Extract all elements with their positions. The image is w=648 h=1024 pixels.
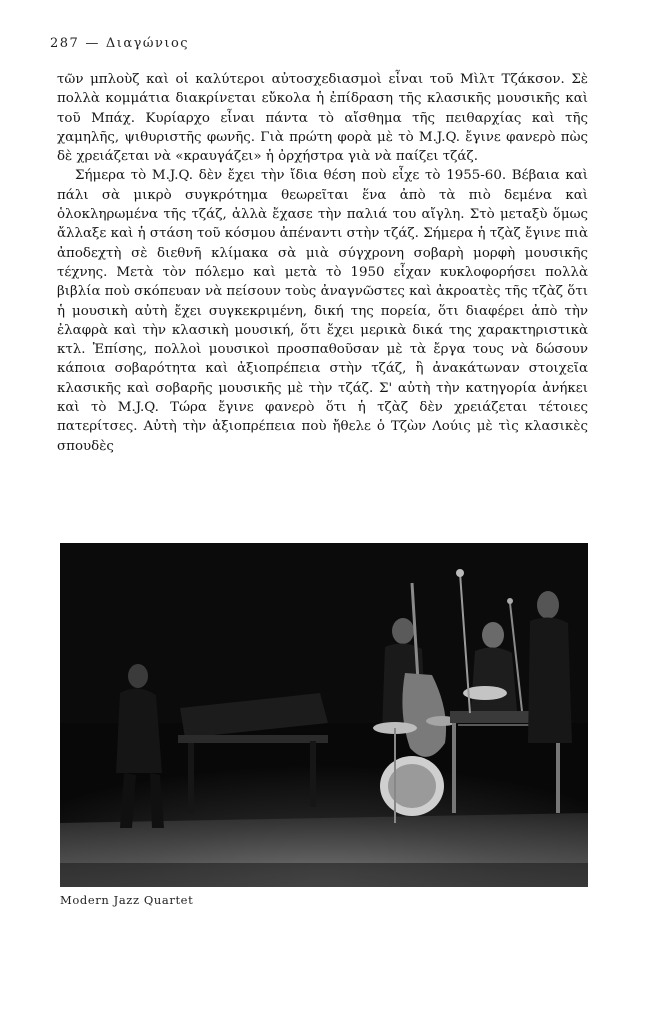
band-photo xyxy=(60,543,588,887)
photo-caption: Modern Jazz Quartet xyxy=(60,893,194,907)
running-head xyxy=(50,36,189,51)
body-text xyxy=(57,70,588,456)
paragraph-1: τῶν μπλοὺζ καὶ οἱ καλύτεροι αὐτοσχεδιασμοὶ εἶναι τοῦ Μὶλτ Τζάκσον. Σὲ πολλὰ κομμάτια διακρίνεται εὔκολα ἡ ἐπίδραση τῆς κλασικῆς μουσικῆς καὶ τοῦ Μπάχ. Κυρίαρχο εἶναι πάντα τὸ αἴσθημα τῆς πειθαρχίας καὶ τῆς χαμηλῆς, ψιθυριστῆς φωνῆς. Γιὰ πρώτη φορὰ μὲ τὸ M.J.Q. ἔγινε φανερὸ πὼς δὲ χρειάζεται νὰ «κραυγάζει» ἡ ὀρχήστρα γιὰ νὰ παίζει τζάζ. xyxy=(57,72,588,165)
page-number: 287 xyxy=(50,36,80,51)
running-title: Διαγώνιος xyxy=(105,36,190,51)
paragraph-2: Σήμερα τὸ M.J.Q. δὲν ἔχει τὴν ἴδια θέση ποὺ εἶχε τὸ 1955-60. Βέβαια καὶ πάλι σὰ μικρὸ συγκρότημα θεωρεῖται ἕνα ἀπὸ τὰ πιὸ δεμένα καὶ ὁλοκληρωμένα τῆς τζάζ, ἀλλὰ ἔχασε τὴν παλιά του αἴγλη. Στὸ μεταξὺ ὅμως ἄλλαξε καὶ ἡ στάση τοῦ κόσμου ἀπέναντι στὴν τζάζ. Σήμερα ἡ τζὰζ ἔγινε πιὰ ἀποδεχτὴ σὲ διεθνῆ κλίμακα σὰ μιὰ σύγχρονη σοβαρὴ μορφὴ μουσικῆς τέχνης. Μετὰ τὸν πόλεμο καὶ μετὰ τὸ 1950 εἶχαν κυκλοφορήσει πολλὰ βιβλία ποὺ σκόπευαν νὰ πείσουν τοὺς ἀναγνῶστες καὶ ἀκροατὲς τῆς τζὰζ ὅτι ἡ μουσικὴ αὐτὴ ἔχει συγκεκριμένη, δική της πορεία, ὅτι διαφέρει ἀπὸ τὴν ἐλαφρὰ καὶ τὴν κλασικὴ μουσική, ὅτι ἔχει μερικὰ δικά της χαρακτηριστικὰ κτλ. Ἐπίσης, πολλοὶ μουσικοὶ προσπαθοῦσαν μὲ τὰ ἔργα τους νὰ δώσουν κάποια σοβαρότητα καὶ ἀξιοπρέπεια στὴν τζάζ, ἢ ἀνακάτωναν στοιχεῖα κλασικῆς καὶ σοβαρῆς μουσικῆς μὲ τὴν τζάζ. Σ' αὐτὴ τὴν κατηγορία ἀνήκει καὶ τὸ M.J.Q. Τώρα ἔγινε φανερὸ ὅτι ἡ τζὰζ δὲν χρειάζεται τέτοιες πατερίτσες. Αὐτὴ τὴν ἀξιοπρέπεια ποὺ ἤθελε ὁ Τζὼν Λούις μὲ τὶς κλασικὲς σπουδὲς xyxy=(57,168,588,454)
header-dash: — xyxy=(85,36,100,51)
band-photo-illustration xyxy=(60,543,588,887)
